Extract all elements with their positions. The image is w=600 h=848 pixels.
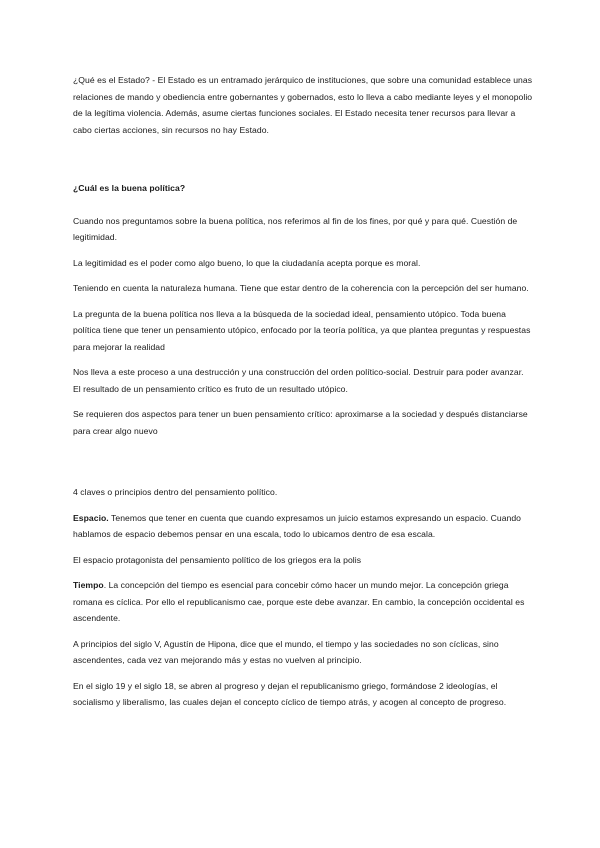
intro-paragraph: ¿Qué es el Estado? - El Estado es un entramado jerárquico de instituciones, que sobre una comunidad establece unas relaciones de mando y obediencia entre gobernantes y gobernados, esto lo lleva a cabo mediante leyes y el monopolio de la legítima violencia. Además, asume ciertas funciones sociales. El Estado necesita tener recursos para llevar a cabo ciertas acciones, sin recursos no hay Estado. <box>73 75 533 135</box>
paragraph-destruccion-construccion: Nos lleva a este proceso a una destrucción y una construcción del orden político-social. Destruir para poder avanzar. El resultado de un pensamiento crítico es fruto de un resultado utópico. <box>73 367 524 394</box>
paragraph-agustin-hipona: A principios del siglo V, Agustín de Hipona, dice que el mundo, el tiempo y las sociedades no son cíclicas, sino ascendentes, cada vez van mejorando más y estas no vuelven al principio. <box>73 638 499 665</box>
section-heading-buena-politica: ¿Cuál es la buena política? <box>73 183 186 193</box>
tiempo-label: Tiempo <box>73 580 104 590</box>
paragraph-espacio-polis: El espacio protagonista del pensamiento político de los griegos era la polis <box>73 554 362 565</box>
tiempo-text: . La concepción del tiempo es esencial para concebir cómo hacer un mundo mejor. La concepción griega romana es cíclica. Por ello el republicanismo cae, porque este debe avanzar. En cambio, la concepción occidental es ascendente. <box>73 580 525 623</box>
paragraph-espacio <box>73 510 533 543</box>
paragraph-sociedad-ideal: La pregunta de la buena política nos lleva a la búsqueda de la sociedad ideal, pensamiento utópico. Toda buena política tiene que tener un pensamiento utópico, enfocado por la teoría política, ya que plantea preguntas y respuestas para mejorar la realidad <box>73 308 531 352</box>
espacio-text: Tenemos que tener en cuenta que cuando expresamos un juicio estamos expresando un espacio. Cuando hablamos de espacio debemos pensar en una escala, todo lo ubicamos dentro de esa escala. <box>73 512 522 539</box>
paragraph-legitimidad-fin: Cuando nos preguntamos sobre la buena política, nos referimos al fin de los fines, por qué y para qué. Cuestión de legitimidad. <box>73 215 518 242</box>
section-heading-claves: 4 claves o principios dentro del pensamiento político. <box>73 487 278 497</box>
paragraph-pensamiento-critico: Se requieren dos aspectos para tener un buen pensamiento crítico: aproximarse a la sociedad y después distanciarse para crear algo nuevo <box>73 409 528 436</box>
paragraph-naturaleza-humana: Teniendo en cuenta la naturaleza humana. Tiene que estar dentro de la coherencia con la percepción del ser humano. <box>73 283 529 293</box>
paragraph-legitimidad-definicion: La legitimidad es el poder como algo bueno, lo que la ciudadanía acepta porque es moral. <box>73 257 421 268</box>
document-body <box>73 72 533 711</box>
espacio-label: Espacio. <box>73 512 109 523</box>
paragraph-progreso: En el siglo 19 y el siglo 18, se abren al progreso y dejan el republicanismo griego, formándose 2 ideologías, el socialismo y liberalismo, las cuales dejan el concepto cíclico de tiempo atrás, y acogen al concepto de progreso. <box>73 680 507 707</box>
paragraph-tiempo <box>73 577 533 627</box>
